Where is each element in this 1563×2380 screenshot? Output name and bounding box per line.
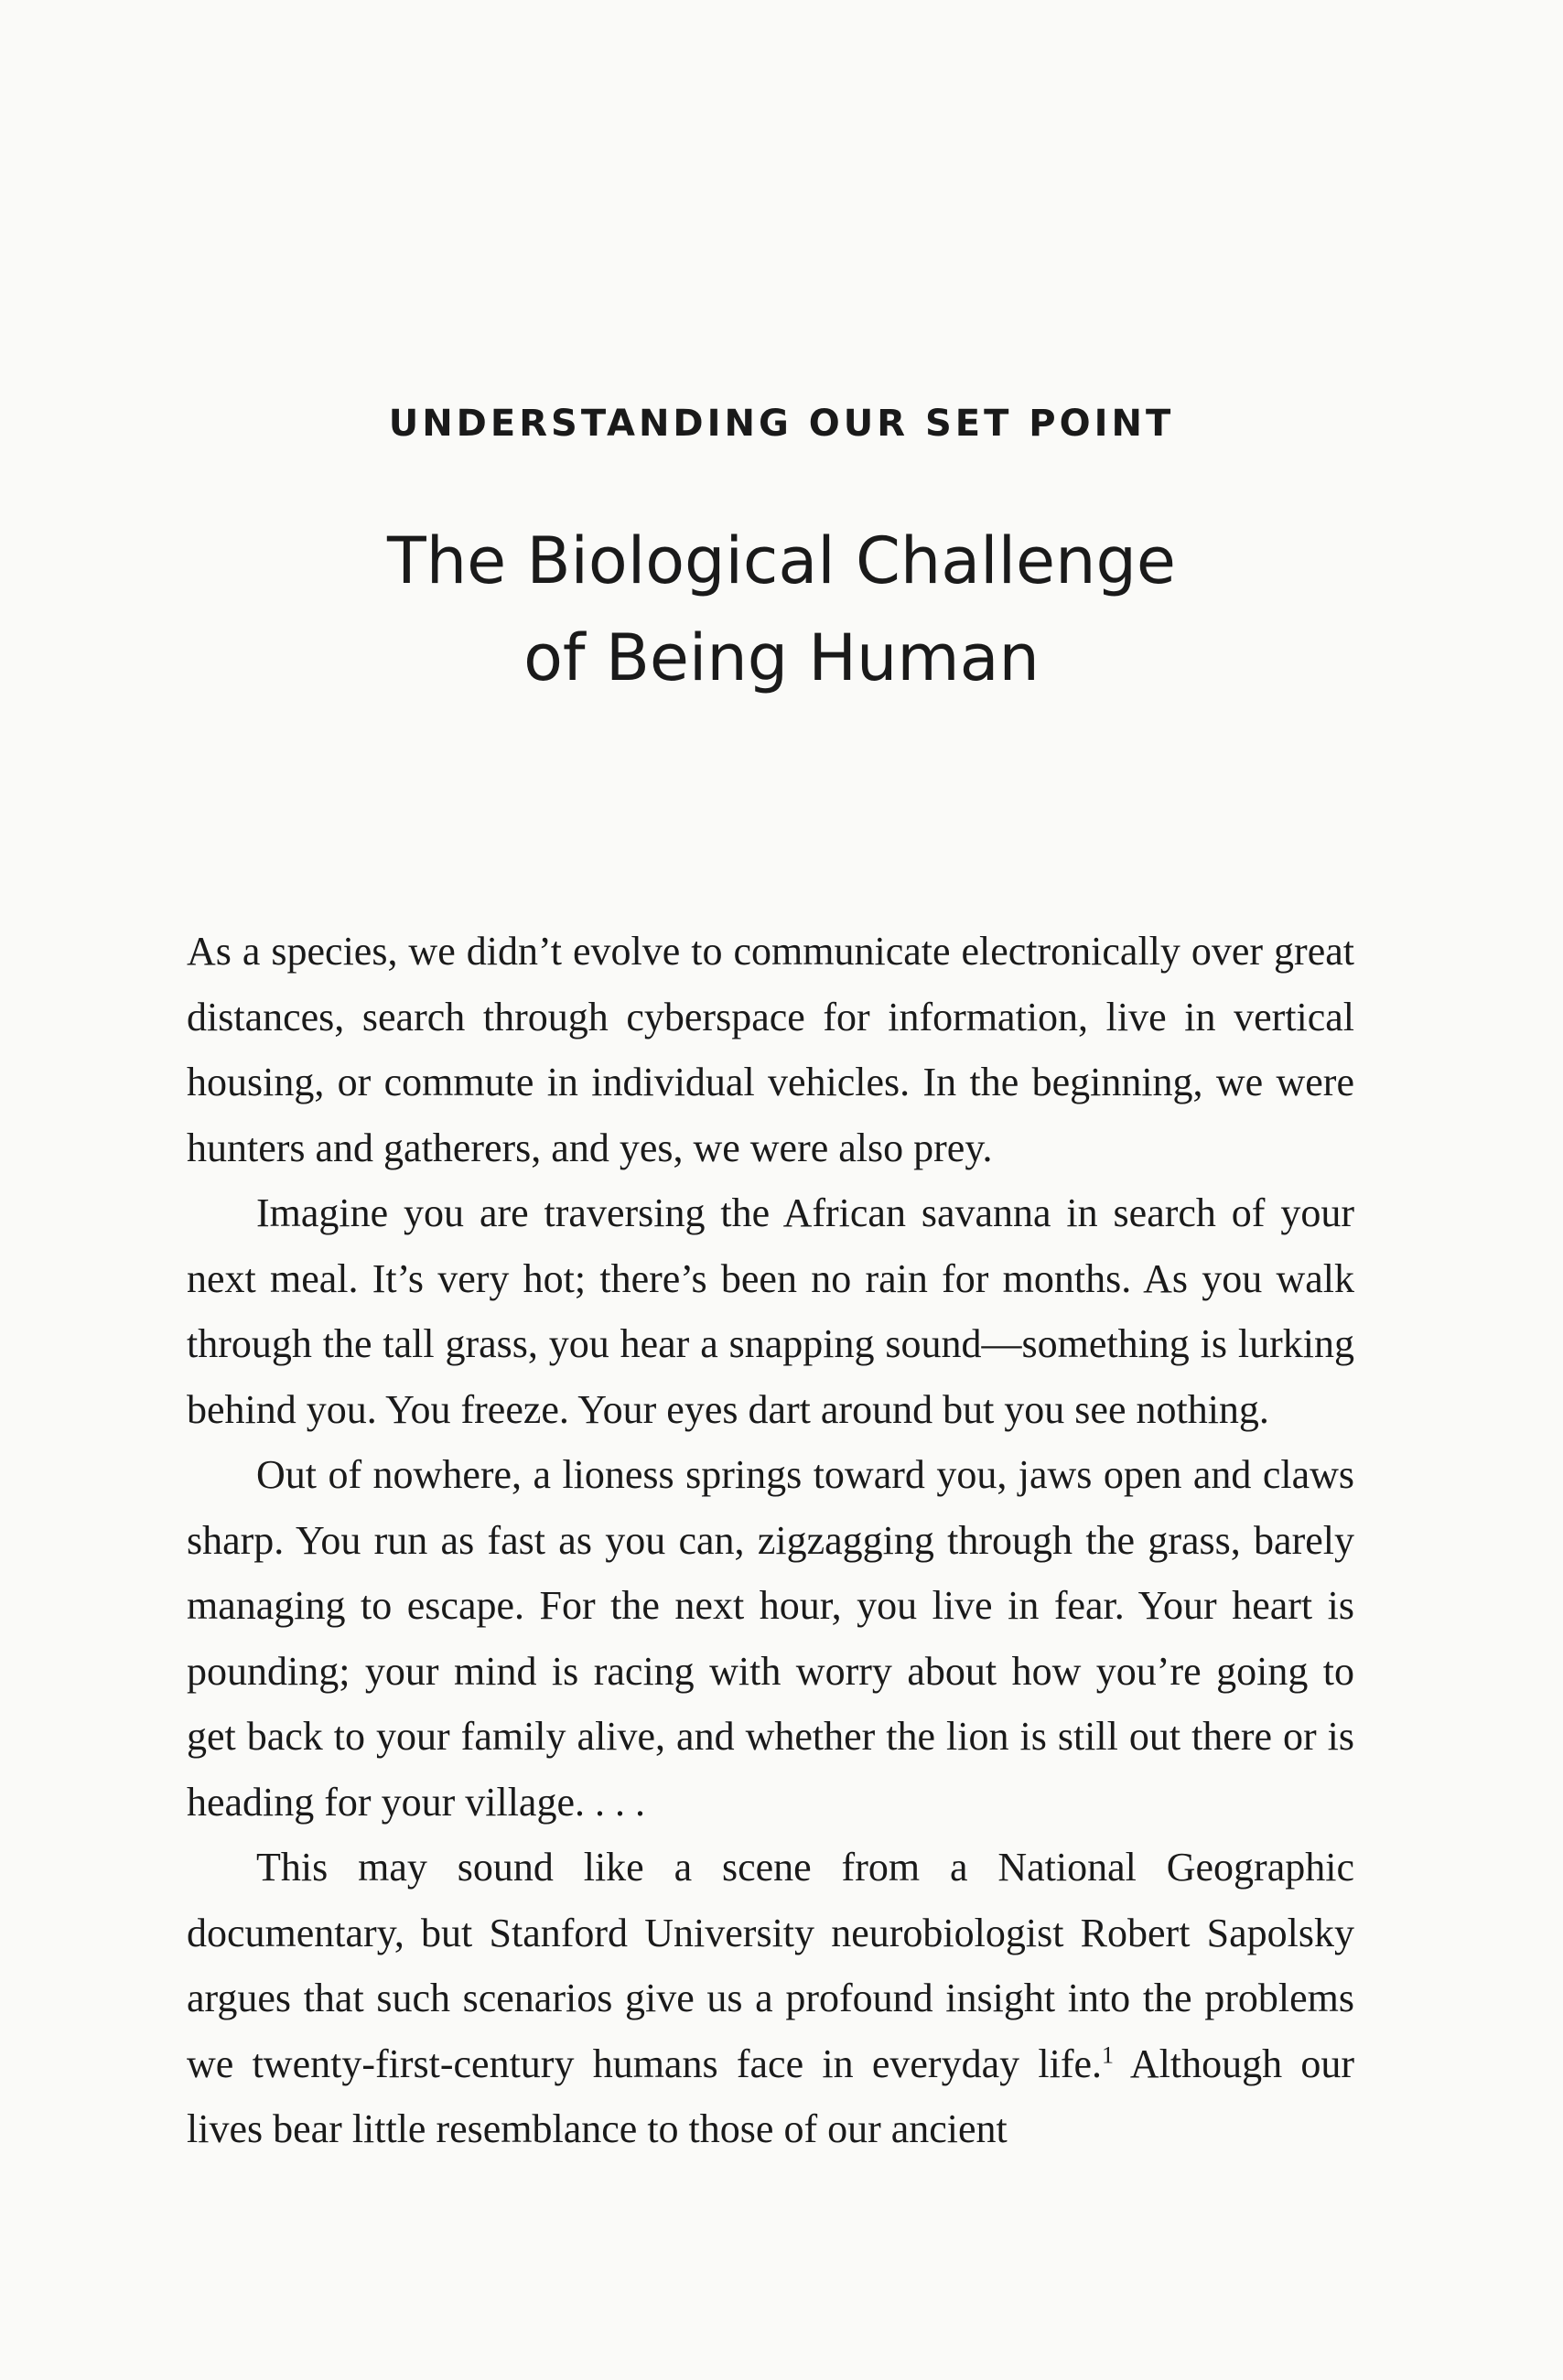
footnote-ref[interactable]: 1: [1102, 2041, 1114, 2068]
paragraph-4: [187, 1835, 1354, 2162]
chapter-title: [0, 512, 1563, 706]
paragraph-4-continuation: Although our lives bear little resemblance to those of our ancient: [187, 2041, 1354, 2151]
section-label: UNDERSTANDING OUR SET POINT: [388, 403, 1175, 445]
paragraph-2: Imagine you are traversing the African savanna in search of your next meal. It’s very hot; there’s been no rain for months. As you walk through the tall grass, you hear a snapping sound—something is lurking behind you. You freeze. Your eyes dart around but you see nothing.: [187, 1190, 1354, 1432]
paragraph-4-text: This may sound like a scene from a National Geographic documentary, but Stanford University neurobiologist Robert Sapolsky argues that such scenarios give us a profound insight into the problems we twenty-first-century humans face in everyday life.: [187, 1845, 1354, 2086]
paragraph-1: As a species, we didn’t evolve to communicate electronically over great distances, search through cyberspace for information, live in vertical housing, or commute in individual vehicles. In the beginning, we were hunters and gatherers, and yes, we were also prey.: [187, 929, 1354, 1170]
chapter-title-line-1: The Biological Challenge: [387, 523, 1176, 598]
chapter-title-line-2: of Being Human: [523, 620, 1040, 695]
paragraph-3: Out of nowhere, a lioness springs toward you, jaws open and claws sharp. You run as fast as you can, zigzagging through the grass, barely managing to escape. For the next hour, you live in fear. Your heart is pounding; your mind is racing with worry about how you’re going to get back to your family alive, and whether the lion is still out there or is heading for your village. . . .: [187, 1452, 1354, 1825]
body-text: [187, 919, 1354, 2162]
